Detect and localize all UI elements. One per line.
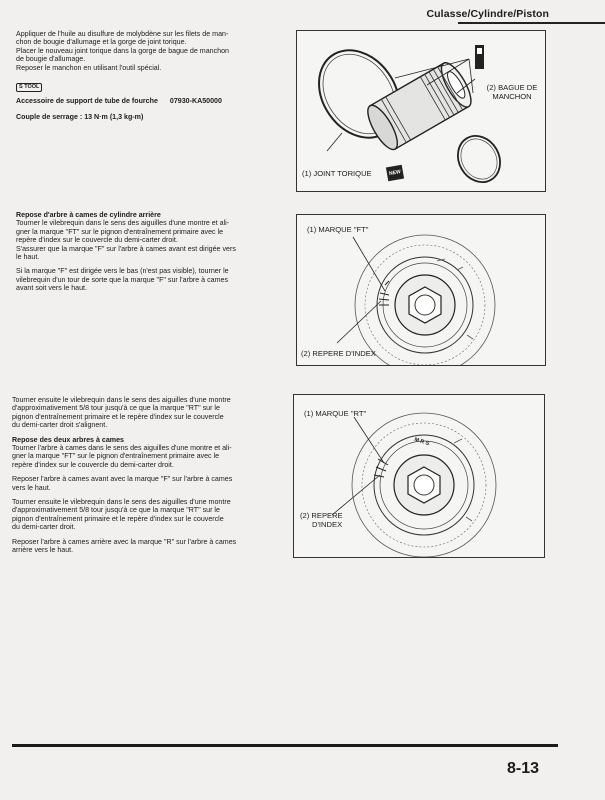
sleeve-oring-illustration xyxy=(297,31,545,191)
text-line: pignon d'entraînement primaire et le repère d'index sur le couvercle xyxy=(12,514,224,523)
section2-text xyxy=(16,211,286,299)
text-line: Tourner ensuite le vilebrequin dans le sens des aiguilles d'une montre xyxy=(12,396,231,404)
header-rule xyxy=(458,22,605,24)
label-repere-index: (2) REPERE D'INDEX xyxy=(301,349,376,358)
text-line: d'approximativement 5/8 tour jusqu'à ce que la marque "RT" sur le xyxy=(12,506,220,515)
page-number: 8-13 xyxy=(506,760,539,777)
text-line: Si la marque "F" est dirigée vers le bas (n'est pas visible), tourner le xyxy=(16,267,229,276)
figure-joint-torique xyxy=(296,30,546,192)
tool-number: 07930-KA50000 xyxy=(169,97,222,105)
intro-line: Placer le nouveau joint torique dans la gorge de bague de manchon xyxy=(16,46,229,55)
section3-para1 xyxy=(12,396,288,430)
section3-para3 xyxy=(12,475,288,492)
intro-line: Reposer le manchon en utilisant l'outil spécial. xyxy=(16,63,162,72)
tool-line xyxy=(16,97,296,105)
text-line: avant soit vers le haut. xyxy=(16,284,87,293)
text-line: vers le haut. xyxy=(12,483,51,492)
label-bague-line2: MANCHON xyxy=(492,92,532,101)
intro-line: chon de bougie d'allumage et la gorge de joint torique. xyxy=(16,38,187,47)
text-line: gner la marque "FT" sur le pignon d'entraînement primaire avec le xyxy=(12,452,220,461)
label-index-line1: (2) REPERE xyxy=(300,511,343,520)
text-line: Tourner ensuite le vilebrequin dans le sens des aiguilles d'une montre xyxy=(12,498,231,507)
label-bague-manchon xyxy=(477,83,547,101)
label-joint-torique: (1) JOINT TORIQUE xyxy=(302,169,372,178)
page-header-title: Culasse/Cylindre/Piston xyxy=(426,8,549,20)
section3-para2 xyxy=(12,444,288,469)
tool-label: Accessoire de support de tube de fourche xyxy=(16,97,158,105)
section3-para4 xyxy=(12,498,288,532)
section2-para1 xyxy=(16,219,286,261)
section3-para5 xyxy=(12,538,288,555)
text-line: Tourner le vilebrequin dans le sens des aiguilles d'une montre et ali- xyxy=(16,219,230,228)
footer-rule xyxy=(12,744,558,747)
figure-marque-rt xyxy=(293,394,545,558)
torque-spec: Couple de serrage : 13 N·m (1,3 kg-m) xyxy=(16,113,144,121)
label-marque-rt: (1) MARQUE "RT" xyxy=(304,409,367,418)
text-line: du demi-carter droit. xyxy=(12,523,76,532)
gear-rt-illustration xyxy=(294,395,544,557)
label-marque-ft: (1) MARQUE "FT" xyxy=(307,225,369,234)
label-repere-index xyxy=(300,511,343,529)
text-line: le haut. xyxy=(16,253,40,262)
section2-title: Repose d'arbre à cames de cylindre arrière xyxy=(16,211,161,219)
ring-mark-text: M R S xyxy=(413,436,430,448)
tool-badge-row xyxy=(16,82,42,92)
section3-title: Repose des deux arbres à cames xyxy=(12,435,124,444)
figure-marque-ft xyxy=(296,214,546,366)
text-line: arrière vers le haut. xyxy=(12,546,74,555)
text-line: Reposer l'arbre à cames arrière avec la marque "R" sur l'arbre à cames xyxy=(12,537,237,546)
label-bague-line1: (2) BAGUE DE xyxy=(486,83,538,92)
text-line: du demi-carter droit s'alignent. xyxy=(12,421,108,430)
label-index-line2: D'INDEX xyxy=(312,520,343,529)
text-line: Reposer l'arbre à cames avant avec la marque "F" sur l'arbre à cames xyxy=(12,475,233,484)
text-line: S'assurer que la marque "F" sur l'arbre à cames avant est dirigée vers xyxy=(16,244,236,253)
section3-text xyxy=(12,396,288,561)
new-part-icon: NEW xyxy=(386,165,404,182)
text-line: gner la marque "FT" sur le pignon d'entraînement primaire avec le xyxy=(16,227,224,236)
text-line: repère d'index sur le couvercle du demi-carter droit. xyxy=(16,236,178,245)
text-line: repère d'index sur le couvercle du demi-carter droit. xyxy=(12,460,174,469)
section1-intro xyxy=(16,30,286,72)
intro-line: de bougie d'allumage. xyxy=(16,55,86,64)
text-line: pignon d'entraînement primaire et le repère d'index sur le couvercle xyxy=(12,412,224,421)
gear-ft-illustration xyxy=(297,215,545,365)
special-tool-badge: S TOOL xyxy=(16,83,42,92)
intro-line: Appliquer de l'huile au disulfure de molybdène sur les filets de man- xyxy=(16,30,229,38)
text-line: vilebrequin d'un tour de sorte que la marque "F" sur l'arbre à cames xyxy=(16,275,228,284)
text-line: d'approximativement 5/8 tour jusqu'à ce que la marque "RT" sur le xyxy=(12,404,220,413)
text-line: Tourner l'arbre à cames dans le sens des aiguilles d'une montre et ali- xyxy=(12,444,232,453)
section2-para2 xyxy=(16,267,286,292)
